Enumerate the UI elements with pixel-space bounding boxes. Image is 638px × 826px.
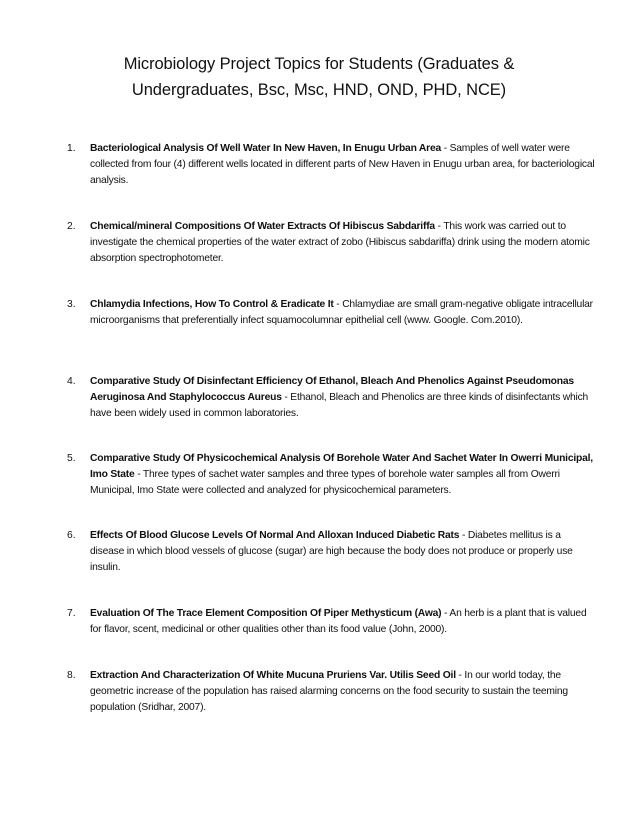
list-item-number: 1. [67,143,76,154]
list-item-number: 5. [67,453,76,464]
list-item-number: 8. [67,670,76,681]
list-item [67,606,595,638]
page-title-line-2: Undergraduates, Bsc, Msc, HND, OND, PHD, NCE) [131,81,507,99]
list-item-heading: Bacteriological Analysis Of Well Water In New Haven, In Enugu Urban Area [90,143,442,154]
list-item-description: - An herb is a plant that is valued for flavor, scent, medicinal or other qualities other than its food value (John, 2000). [90,608,587,635]
list-item-text [90,141,595,189]
list-item-heading: Evaluation Of The Trace Element Composition Of Piper Methysticum (Awa) [90,608,442,619]
list-item-text [90,297,595,329]
list-item-number: 7. [67,608,76,619]
page-title-line-1: Microbiology Project Topics for Students (Graduates & [123,55,515,73]
list-item-text [90,528,595,576]
list-item-text [90,451,595,499]
list-item-description: - Chlamydiae are small gram-negative obligate intracellular microorganisms that preferentially infect squamocolumnar epithelial cell (www. Google. Com.2010). [90,299,593,326]
list-item-description: - Samples of well water were collected from four (4) different wells located in different parts of New Haven in Enugu urban area, for bacteriological analysis. [90,143,595,186]
list-item [67,528,595,576]
list-item-heading: Effects Of Blood Glucose Levels Of Normal And Alloxan Induced Diabetic Rats [90,530,460,541]
list-item-text [90,606,595,638]
list-item-number: 6. [67,530,76,541]
list-item-description: - Ethanol, Bleach and Phenolics are three kinds of disinfectants which have been widely used in common laboratories. [90,392,589,419]
list-item-number: 3. [67,299,76,310]
list-item [67,141,595,189]
list-item-number: 2. [67,221,76,232]
list-item-heading: Extraction And Characterization Of White Mucuna Pruriens Var. Utilis Seed Oil [90,670,456,681]
list-item [67,451,595,499]
list-item-description: - This work was carried out to investigate the chemical properties of the water extract of zobo (Hibiscus sabdariffa) drink using the modern atomic absorption spectrophotometer. [90,221,590,264]
list-item-number: 4. [67,376,76,387]
list-item-heading: Chemical/mineral Compositions Of Water Extracts Of Hibiscus Sabdariffa [90,221,435,232]
list-item-description: - In our world today, the geometric increase of the population has raised alarming concerns on the food security to sustain the teeming population (Sridhar, 2007). [90,670,568,713]
list-item-heading: Comparative Study Of Physicochemical Analysis Of Borehole Water And Sachet Water In Owerri Municipal, Imo State [90,453,593,480]
list-item-description: - Diabetes mellitus is a disease in which blood vessels of glucose (sugar) are high because the body does not produce or properly use insulin. [90,530,573,573]
list-item [67,668,595,716]
list-item-description: - Three types of sachet water samples and three types of borehole water samples all from Owerri Municipal, Imo State were collected and analyzed for physicochemical parameters. [90,469,560,496]
list-item-heading: Chlamydia Infections, How To Control & Eradicate It [90,299,334,310]
list-item-heading: Comparative Study Of Disinfectant Efficiency Of Ethanol, Bleach And Phenolics Against Pseudomonas Aeruginosa And Staphylococcus Aureus [90,376,574,403]
list-item [67,374,595,422]
list-item [67,219,595,267]
list-item-text [90,219,595,267]
list-item-text [90,668,595,716]
list-item-text [90,374,595,422]
list-item [67,297,595,329]
